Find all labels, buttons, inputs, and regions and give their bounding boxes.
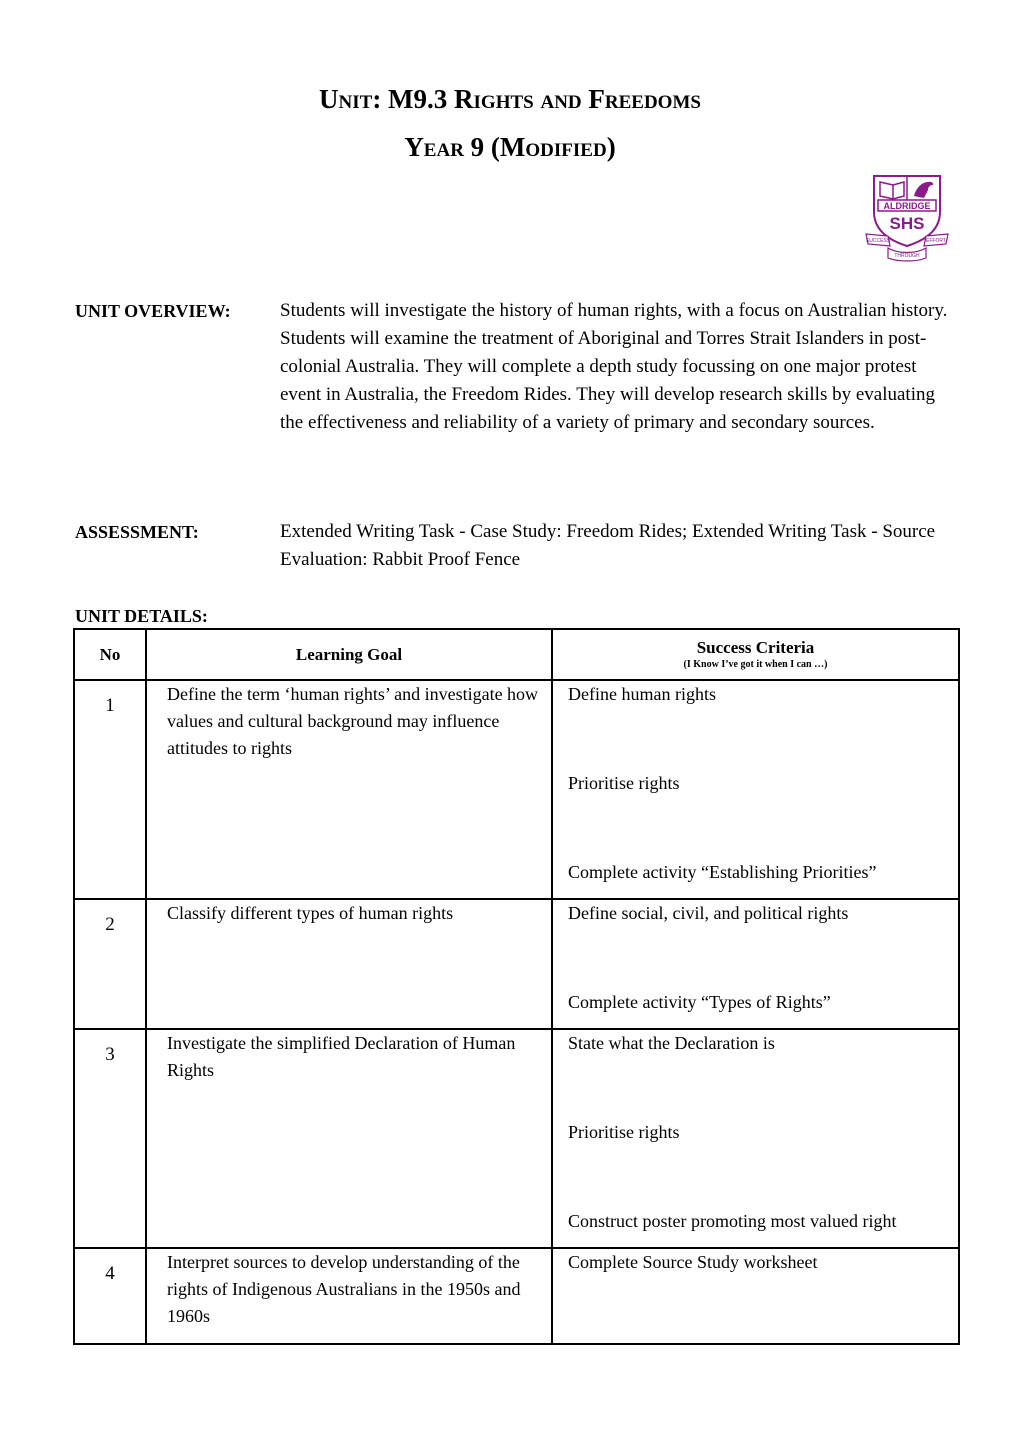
motto-left: SUCCESS <box>865 238 891 244</box>
row-learning-goal: Interpret sources to develop understanding of the rights of Indigenous Australians in the 1950s and 1960s <box>146 1248 552 1344</box>
table-row <box>74 680 959 899</box>
unit-details-label: UNIT DETAILS: <box>75 606 208 626</box>
criteria-item: State what the Declaration is <box>568 1033 775 1053</box>
criteria-item: Complete activity “Types of Rights” <box>568 992 831 1012</box>
overview-text: Students will investigate the history of human rights, with a focus on Australian history. Students will examine the treatment of Aboriginal and Torres Strait Islanders in post-colonial Australia. They will complete a depth study focussing on one major protest event in Australia, the Freedom Rides. They will develop research skills by evaluating the effectiveness and reliability of a variety of primary and secondary sources. <box>280 300 948 433</box>
overview-label: UNIT OVERVIEW: <box>75 301 231 321</box>
unit-details-table <box>73 628 960 1345</box>
unit-title: Unit: M9.3 Rights and Freedoms <box>319 84 701 114</box>
school-initials: SHS <box>889 214 925 233</box>
row-success-criteria <box>552 1029 959 1248</box>
assessment-label: ASSESSMENT: <box>75 522 199 542</box>
motto-right: EFFORT <box>926 238 946 244</box>
table-row <box>74 1248 959 1344</box>
criteria-item: Define human rights <box>568 684 716 704</box>
header-learning-goal: Learning Goal <box>146 629 552 680</box>
motto-bottom: THROUGH <box>894 253 920 259</box>
header-no: No <box>74 629 146 680</box>
row-learning-goal: Investigate the simplified Declaration of Human Rights <box>146 1029 552 1248</box>
criteria-item: Construct poster promoting most valued right <box>568 1211 897 1231</box>
criteria-item: Prioritise rights <box>568 773 680 793</box>
row-learning-goal: Define the term ‘human rights’ and investigate how values and cultural background may influence attitudes to rights <box>146 680 552 899</box>
year-title: Year 9 (Modified) <box>404 132 616 162</box>
row-learning-goal: Classify different types of human rights <box>146 899 552 1029</box>
criteria-item: Prioritise rights <box>568 1122 680 1142</box>
school-logo <box>864 172 950 264</box>
row-number: 3 <box>74 1029 146 1248</box>
header-success-criteria <box>552 629 959 680</box>
table-row <box>74 899 959 1029</box>
row-number: 1 <box>74 680 146 899</box>
row-success-criteria <box>552 899 959 1029</box>
row-success-criteria <box>552 1248 959 1344</box>
criteria-item: Complete activity “Establishing Priorities” <box>568 862 877 882</box>
assessment-text: Extended Writing Task - Case Study: Freedom Rides; Extended Writing Task - Source Evaluation: Rabbit Proof Fence <box>280 521 936 570</box>
success-criteria-subtitle: (I Know I’ve got it when I can …) <box>683 658 828 670</box>
table-header-row <box>74 629 959 680</box>
table-row <box>74 1029 959 1248</box>
school-name: ALDRIDGE <box>883 201 931 211</box>
criteria-item: Complete Source Study worksheet <box>568 1252 818 1272</box>
book-icon <box>880 182 904 199</box>
bird-icon <box>914 182 933 198</box>
row-number: 4 <box>74 1248 146 1344</box>
criteria-item: Define social, civil, and political rights <box>568 903 849 923</box>
row-success-criteria <box>552 680 959 899</box>
success-criteria-title: Success Criteria <box>696 637 815 657</box>
row-number: 2 <box>74 899 146 1029</box>
